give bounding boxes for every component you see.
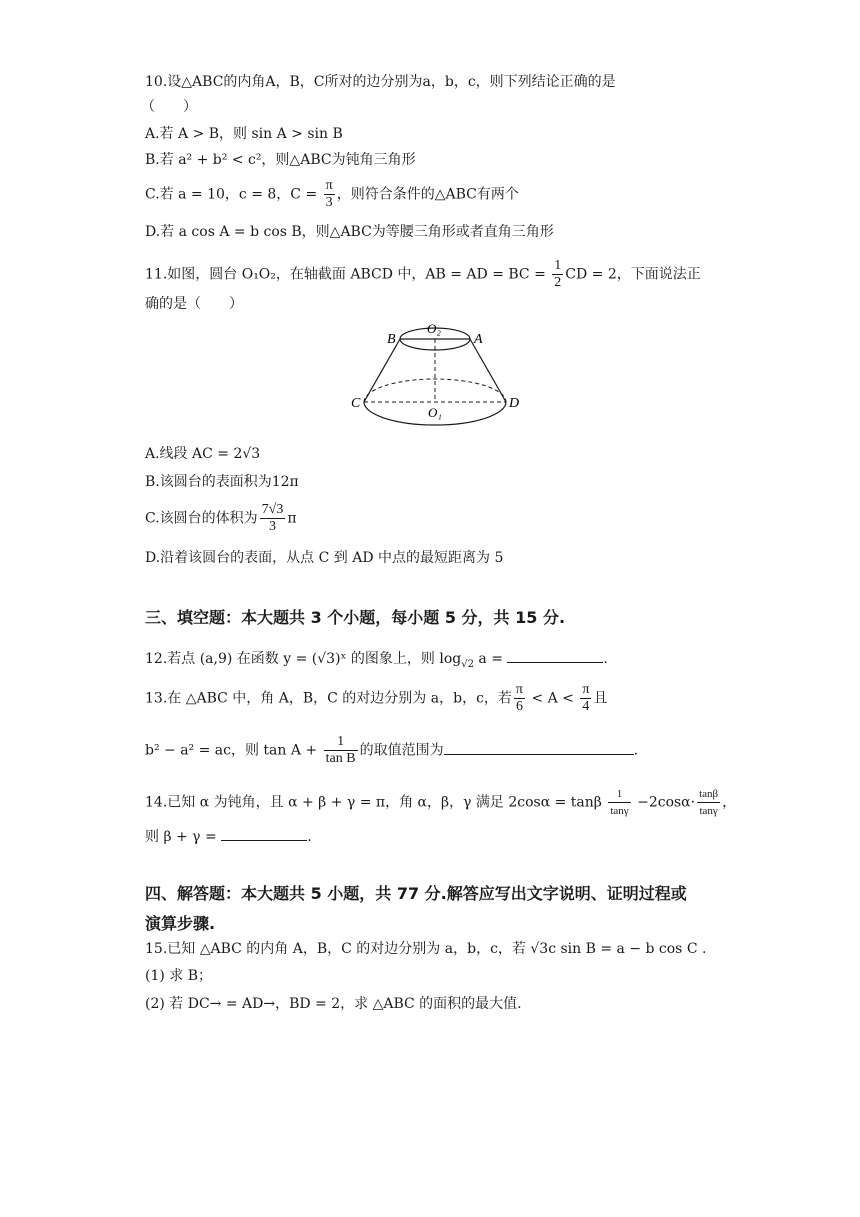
fraction-numerator: 1 (324, 734, 358, 751)
q14-end: . (307, 829, 312, 845)
label-b: B (387, 332, 396, 347)
q14-line1 (145, 786, 736, 819)
q13-line2 (145, 734, 638, 767)
q14-fraction-2 (697, 786, 720, 819)
label-d: D (509, 396, 520, 411)
q14-line2 (145, 826, 312, 847)
fraction-denominator: tanγ (610, 805, 629, 817)
q11-option-a: A.线段 AC = 2√3 (145, 446, 261, 462)
q11-option-c-pre: C.该圆台的体积为 (145, 510, 258, 527)
q10-option-c-post: ，则符合条件的△ABC有两个 (336, 186, 519, 203)
q11-option-b: B.该圆台的表面积为12π (145, 474, 299, 490)
q10-option-c-pre: C.若 a = 10，c = 8，C = (145, 186, 322, 203)
fraction-numerator: π (515, 682, 523, 697)
q11-stem-post: CD = 2，下面说法正 (565, 266, 701, 283)
section-4-heading-line1: 四、解答题：本大题共 5 小题，共 77 分.解答应写出文字说明、证明过程或 (145, 884, 687, 903)
q13-mid: < A < (527, 690, 579, 707)
q10-option-b: B.若 a² + b² < c²，则△ABC为钝角三角形 (145, 152, 416, 168)
q11-stem-line2: 确的是（ ） (145, 296, 243, 312)
q13-end: . (633, 742, 639, 759)
q11-stem-fraction (552, 258, 563, 291)
section-3-heading: 三、填空题：本大题共 3 个小题，每小题 5 分，共 15 分. (145, 608, 566, 627)
q13-fraction-2 (580, 682, 591, 715)
fraction-denominator: tanγ (699, 805, 718, 817)
fraction-numerator: tanβ (697, 786, 720, 803)
q11-option-d: D.沿着该圆台的表面，从点 C 到 AD 中点的最短距离为 5 (145, 550, 504, 566)
q14-mid: −2cosα· (632, 794, 696, 811)
q10-option-d: D.若 a cos A = b cos B，则△ABC为等腰三角形或者直角三角形 (145, 224, 554, 240)
slant-edge-ad (470, 339, 506, 402)
q11-stem (145, 258, 701, 291)
q12-log-base: √2 (461, 658, 474, 670)
q11-option-c-fraction (260, 502, 286, 535)
q11-option-c-post: π (287, 510, 297, 527)
fraction-numerator: 1 (608, 786, 630, 803)
q12-end: . (603, 651, 608, 667)
fraction-numerator: 7√3 (261, 502, 284, 517)
q14-fraction-1 (608, 786, 630, 819)
fraction-denominator: 4 (582, 699, 590, 714)
label-o1: O₁ (428, 405, 442, 420)
fraction-numerator: π (582, 682, 590, 697)
label-o2: O₂ (427, 321, 441, 336)
q14-line2-pre: 则 β + γ = (145, 829, 222, 845)
q13-fraction-1 (514, 682, 525, 715)
q14-pre: 14.已知 α 为钝角，且 α + β + γ = π，角 α，β，γ 满足 2cosα = tanβ (145, 794, 607, 811)
q14-answer-blank[interactable] (221, 826, 307, 841)
q13-answer-blank[interactable] (444, 740, 634, 755)
q10-option-a: A.若 A > B，则 sin A > sin B (145, 126, 343, 142)
fraction-denominator: tan B (325, 751, 356, 766)
q13-fraction-3 (324, 734, 358, 767)
fraction-denominator: 3 (325, 195, 333, 210)
q11-stem-pre: 11.如图，圆台 O₁O₂，在轴截面 ABCD 中，AB = AD = BC = (145, 266, 551, 283)
q13-line2-pre: b² − a² = ac，则 tan A + (145, 742, 322, 759)
fraction-denominator: 3 (269, 519, 277, 534)
fraction-denominator: 6 (515, 699, 523, 714)
fraction-numerator: π (325, 178, 333, 193)
section-4-heading-line2: 演算步骤. (145, 914, 216, 933)
q10-answer-paren: （ ） (141, 99, 197, 115)
label-a: A (474, 332, 483, 347)
q13-line2-post: 的取值范围为 (359, 742, 444, 759)
q10-stem: 10.设△ABC的内角A，B，C所对的边分别为a，b，c，则下列结论正确的是 (145, 74, 616, 90)
label-c: C (351, 396, 361, 411)
q12-answer-blank[interactable] (507, 648, 603, 663)
fraction-denominator: 2 (554, 275, 562, 290)
slant-edge-bc (364, 339, 400, 402)
q12 (145, 648, 608, 675)
frustum-figure (350, 318, 530, 436)
q11-option-c (145, 502, 297, 535)
q15-stem: 15.已知 △ABC 的内角 A，B，C 的对边分别为 a，b，c，若 √3c sin B = a − b cos C . (145, 941, 707, 957)
q15-part2: (2) 若 DC→ = AD→，BD = 2，求 △ABC 的面积的最大值. (145, 996, 522, 1012)
q13-post: 且 (593, 690, 608, 707)
q10-option-c-fraction (324, 178, 335, 211)
fraction-numerator: 1 (554, 258, 562, 273)
q13-line1 (145, 682, 607, 715)
q10-option-c (145, 178, 519, 211)
q14-post: ， (722, 794, 737, 811)
q12-post: a = (473, 651, 508, 667)
q15-part1: (1) 求 B； (145, 968, 213, 984)
q13-pre: 13.在 △ABC 中，角 A，B，C 的对边分别为 a，b，c，若 (145, 690, 512, 707)
q12-pre: 12.若点 (a,9) 在函数 y = (√3)ˣ 的图象上，则 log (145, 651, 462, 667)
